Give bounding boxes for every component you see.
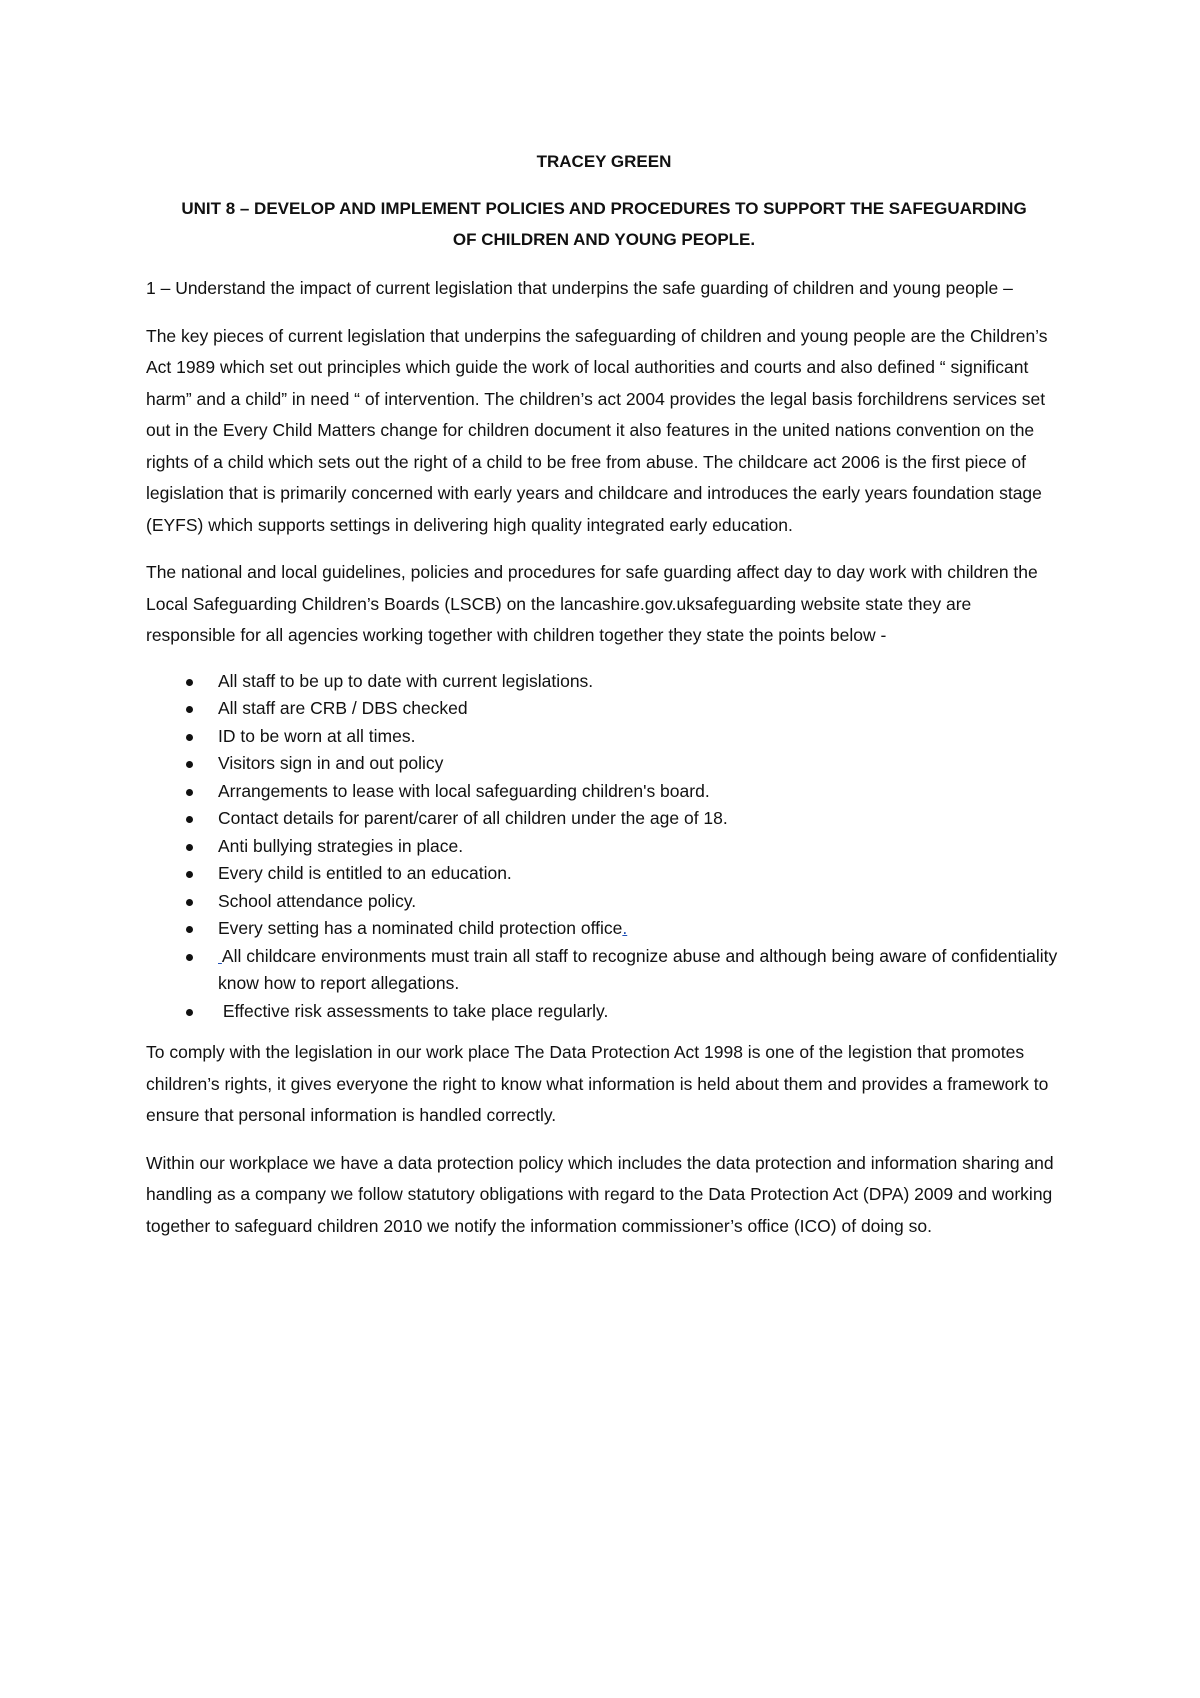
list-item xyxy=(146,805,1062,833)
list-item-text: Anti bullying strategies in place. xyxy=(218,835,464,856)
tracked-change-mark: . xyxy=(622,918,628,938)
list-item-text: Contact details for parent/carer of all children under the age of 18. xyxy=(218,808,728,828)
bullet-icon xyxy=(186,1009,193,1016)
list-item-text: All staff to be up to date with current legislations. xyxy=(218,670,594,691)
list-item xyxy=(146,833,1062,861)
list-item-text: Arrangements to lease with local safeguarding children's board. xyxy=(218,780,710,801)
bullet-icon xyxy=(186,789,193,796)
section-heading: 1 – Understand the impact of current legislation that underpins the safe guarding of children and young people – xyxy=(146,278,1013,298)
list-item xyxy=(146,723,1062,751)
author-name: TRACEY GREEN xyxy=(536,152,672,171)
list-item xyxy=(146,860,1062,888)
bullet-icon xyxy=(186,816,193,823)
list-item xyxy=(146,695,1062,723)
bullet-icon xyxy=(186,761,193,768)
bullet-icon xyxy=(186,706,193,713)
bullet-icon xyxy=(186,954,193,961)
list-item xyxy=(146,915,1062,943)
bullet-icon xyxy=(186,871,193,878)
bullet-icon xyxy=(186,926,193,933)
list-item xyxy=(146,943,1062,998)
list-item-text: ID to be worn at all times. xyxy=(218,725,416,746)
list-item-text: Visitors sign in and out policy xyxy=(218,753,444,773)
document-content xyxy=(146,146,1062,1258)
list-item xyxy=(146,778,1062,806)
list-item xyxy=(146,668,1062,696)
bullet-icon xyxy=(186,844,193,851)
bullet-list xyxy=(146,668,1062,1026)
list-item-text: All staff are CRB / DBS checked xyxy=(218,698,468,718)
list-item-text: Effective risk assessments to take place regularly. xyxy=(218,1000,609,1021)
list-item-text: School attendance policy. xyxy=(218,890,417,911)
bullet-icon xyxy=(186,679,193,686)
paragraph-legislation: The key pieces of current legislation that underpins the safeguarding of children and young people are the Children’s Act 1989 which set out principles which guide the work of local authorities and courts and also defined “ significant harm” and a child” in need “ of intervention. The children’s act 2004 provides the legal basis forchildrens services set out in the Every Child Matters change for children document it also features in the united nations convention on the rights of a child which sets out the right of a child to be free from abuse. The childcare act 2006 is the first piece of legislation that is primarily concerned with early years and childcare and introduces the early years foundation stage (EYFS) which supports settings in delivering high quality integrated early education. xyxy=(146,325,1048,535)
list-item-text: All childcare environments must train all staff to recognize abuse and although being aware of confidentiality know how to report allegations. xyxy=(218,945,1058,993)
paragraph-workplace-policy: Within our workplace we have a data protection policy which includes the data protection and information sharing and handling as a company we follow statutory obligations with regard to the Data Protection Act (DPA) 2009 and working together to safeguard children 2010 we notify the information commissioner’s office (ICO) of doing so. xyxy=(146,1152,1054,1236)
paragraph-guidelines: The national and local guidelines, policies and procedures for safe guarding affect day to day work with children the Local Safeguarding Children’s Boards (LSCB) on the lancashire.gov.uksafeguarding website state they are responsible for all agencies working together with children together they state the points below - xyxy=(146,562,1038,645)
list-item-text: Every child is entitled to an education. xyxy=(218,863,512,883)
unit-title xyxy=(146,193,1062,255)
unit-title-line-1: UNIT 8 – DEVELOP AND IMPLEMENT POLICIES AND PROCEDURES TO SUPPORT THE SAFEGUARDING xyxy=(181,199,1027,218)
list-item xyxy=(146,998,1062,1026)
unit-title-line-2: OF CHILDREN AND YOUNG PEOPLE. xyxy=(452,230,756,249)
list-item xyxy=(146,888,1062,916)
list-item xyxy=(146,750,1062,778)
bullet-icon xyxy=(186,734,193,741)
paragraph-data-protection: To comply with the legislation in our work place The Data Protection Act 1998 is one of the legistion that promotes children’s rights, it gives everyone the right to know what information is held about them and provides a framework to ensure that personal information is handled correctly. xyxy=(146,1042,1049,1125)
bullet-icon xyxy=(186,899,193,906)
list-item-text: Every setting has a nominated child protection office xyxy=(218,918,623,938)
